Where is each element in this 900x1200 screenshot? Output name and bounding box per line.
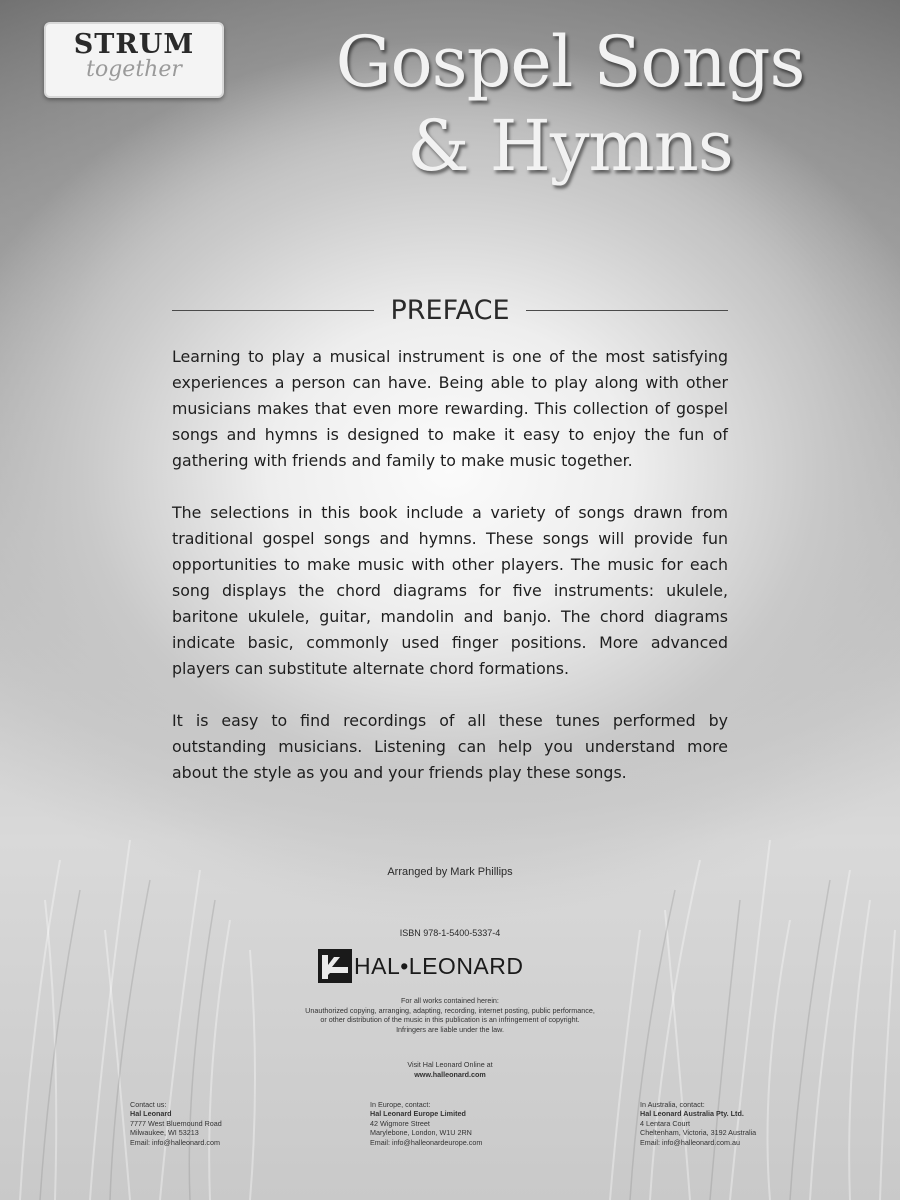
contact-email[interactable]: Email: info@halleonardeurope.com bbox=[370, 1137, 483, 1147]
contact-email[interactable]: Email: info@halleonard.com bbox=[130, 1137, 220, 1147]
contact-org: Hal Leonard Europe Limited bbox=[370, 1109, 466, 1119]
preface-heading bbox=[172, 288, 728, 332]
publisher-name: HAL•LEONARD bbox=[354, 952, 524, 979]
preface-paragraph: It is easy to find recordings of all these tunes performed by outstanding musicians. Listening can help you understand more about the style as you and your friends play these songs. bbox=[172, 711, 728, 782]
copyright-notice bbox=[225, 996, 675, 1034]
preface-paragraph: Learning to play a musical instrument is one of the most satisfying experiences a person can have. Being able to play along with other musicians makes that even more rewarding. This collection of gospel songs and hymns is designed to make it easy to enjoy the fun of gathering with friends and family to make music together. bbox=[172, 347, 728, 470]
website-link[interactable]: www.halleonard.com bbox=[414, 1069, 486, 1079]
contact-address: 4 Lentara Court bbox=[640, 1118, 690, 1128]
divider-left bbox=[172, 310, 374, 311]
visit-label: Visit Hal Leonard Online at bbox=[407, 1060, 493, 1069]
contact-org: Hal Leonard Australia Pty. Ltd. bbox=[640, 1109, 744, 1119]
contact-usa bbox=[130, 1100, 330, 1147]
legal-line: For all works contained herein: bbox=[401, 996, 499, 1005]
legal-line: Unauthorized copying, arranging, adapting, recording, internet posting, public performance, bbox=[305, 1005, 595, 1015]
logo-line-2: together bbox=[86, 57, 182, 82]
contact-address: Cheltenham, Victoria, 3192 Australia bbox=[640, 1128, 757, 1138]
contact-label: In Australia, contact: bbox=[640, 1100, 705, 1109]
legal-line: Infringers are liable under the law. bbox=[396, 1024, 504, 1034]
contact-org: Hal Leonard bbox=[130, 1109, 172, 1119]
legal-line: or other distribution of the music in this publication is an infringement of copyright. bbox=[320, 1015, 580, 1024]
arranged-by: Arranged by Mark Phillips bbox=[387, 866, 513, 878]
strum-together-logo bbox=[44, 22, 224, 98]
contact-address: 42 Wigmore Street bbox=[370, 1118, 430, 1128]
title-line-2: & Hymns bbox=[407, 105, 733, 187]
contact-address: 7777 West Bluemound Road bbox=[130, 1118, 222, 1128]
title-line-1: Gospel Songs bbox=[335, 21, 805, 103]
contact-label: Contact us: bbox=[130, 1100, 167, 1109]
preface-paragraph: The selections in this book include a variety of songs drawn from traditional gospel songs and hymns. These songs will provide fun opportunities to make music with other players. The music for each song displays the chord diagrams for five instruments: ukulele, baritone ukulele, guitar, mandolin and banjo. The chord diagrams indicate basic, commonly used finger positions. More advanced players can substitute alternate chord formations. bbox=[172, 503, 728, 678]
preface-body bbox=[172, 344, 728, 812]
isbn: ISBN 978-1-5400-5337-4 bbox=[399, 928, 501, 938]
contact-australia bbox=[640, 1100, 840, 1147]
contact-address: Marylebone, London, W1U 2RN bbox=[370, 1128, 472, 1138]
visit-online bbox=[300, 1060, 600, 1079]
hal-leonard-logo bbox=[318, 948, 582, 984]
contact-label: In Europe, contact: bbox=[370, 1100, 431, 1109]
contact-address: Milwaukee, WI 53213 bbox=[130, 1128, 199, 1138]
contact-europe bbox=[370, 1100, 570, 1147]
preface-title: PREFACE bbox=[390, 294, 510, 326]
logo-line-1: STRUM bbox=[73, 29, 195, 60]
hal-leonard-mark-icon bbox=[318, 949, 352, 983]
divider-right bbox=[526, 310, 728, 311]
contact-email[interactable]: Email: info@halleonard.com.au bbox=[640, 1137, 740, 1147]
book-title bbox=[260, 20, 880, 188]
